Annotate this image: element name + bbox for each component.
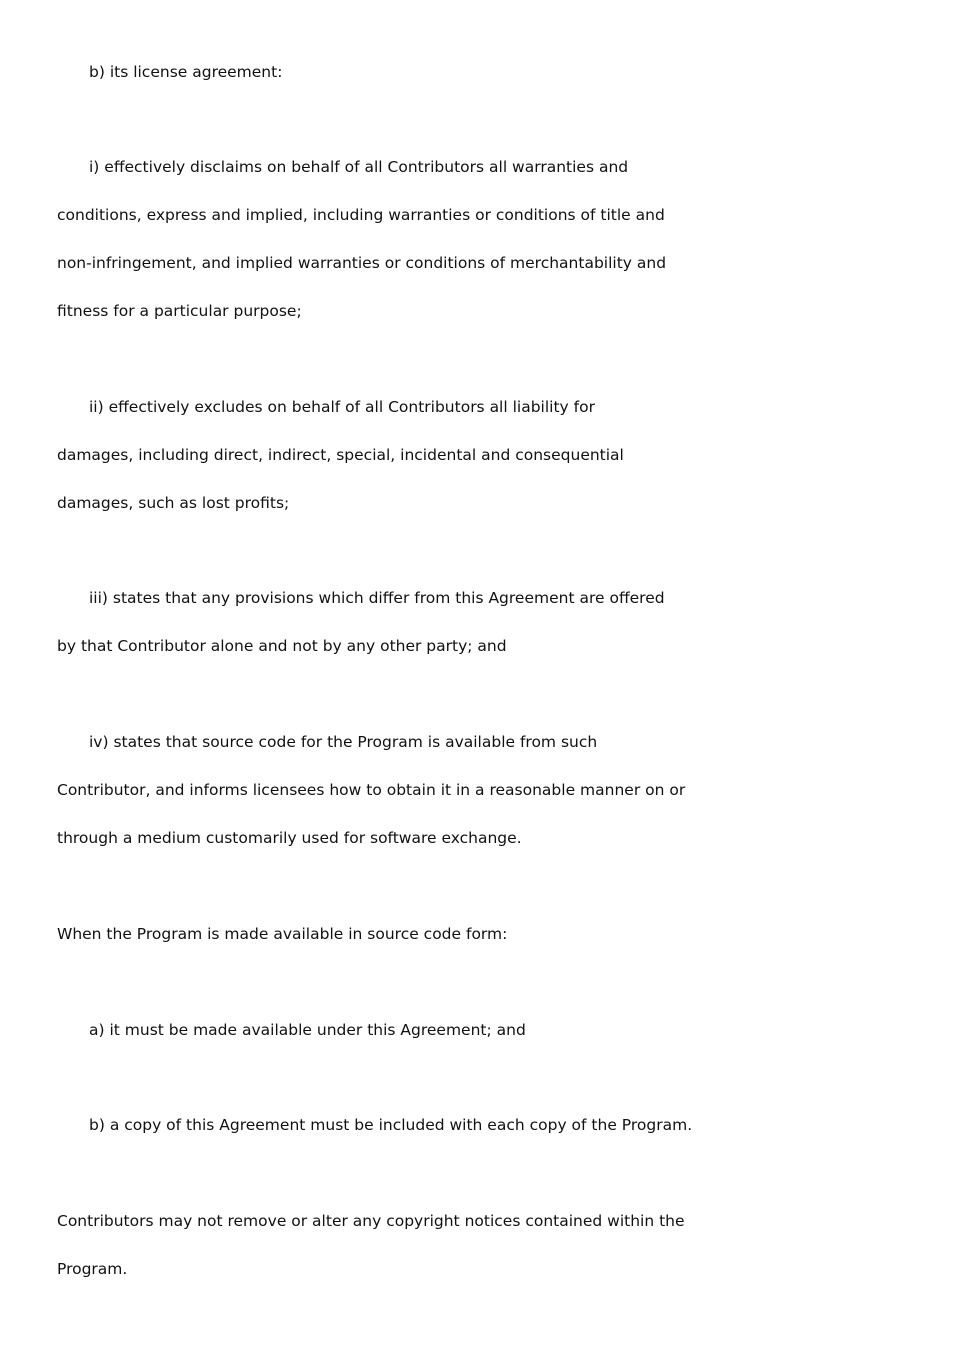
clause-i-line-4: fitness for a particular purpose; <box>57 302 302 320</box>
source-code-item-b: b) a copy of this Agreement must be included with each copy of the Program. <box>89 1116 693 1134</box>
source-code-item-a: a) it must be made available under this Agreement; and <box>89 1021 526 1039</box>
clause-iv-line-3: through a medium customarily used for software exchange. <box>57 829 522 847</box>
clause-iv-line-2: Contributor, and informs licensees how to obtain it in a reasonable manner on or <box>57 781 686 799</box>
copyright-notice-line-2: Program. <box>57 1260 128 1278</box>
clause-iv-line-1: iv) states that source code for the Program is available from such <box>89 733 598 751</box>
license-agreement-heading: b) its license agreement: <box>89 63 283 81</box>
clause-i-line-3: non-infringement, and implied warranties or conditions of merchantability and <box>57 254 667 272</box>
clause-ii-line-1: ii) effectively excludes on behalf of all Contributors all liability for <box>89 398 595 416</box>
clause-ii-line-3: damages, such as lost profits; <box>57 494 290 512</box>
clause-i-line-2: conditions, express and implied, including warranties or conditions of title and <box>57 206 665 224</box>
source-code-intro: When the Program is made available in source code form: <box>57 925 508 943</box>
clause-i-line-1: i) effectively disclaims on behalf of all Contributors all warranties and <box>89 158 629 176</box>
copyright-notice-line-1: Contributors may not remove or alter any copyright notices contained within the <box>57 1212 685 1230</box>
clause-ii-line-2: damages, including direct, indirect, special, incidental and consequential <box>57 446 624 464</box>
clause-iii-line-1: iii) states that any provisions which differ from this Agreement are offered <box>89 589 665 607</box>
clause-iii-line-2: by that Contributor alone and not by any other party; and <box>57 637 507 655</box>
